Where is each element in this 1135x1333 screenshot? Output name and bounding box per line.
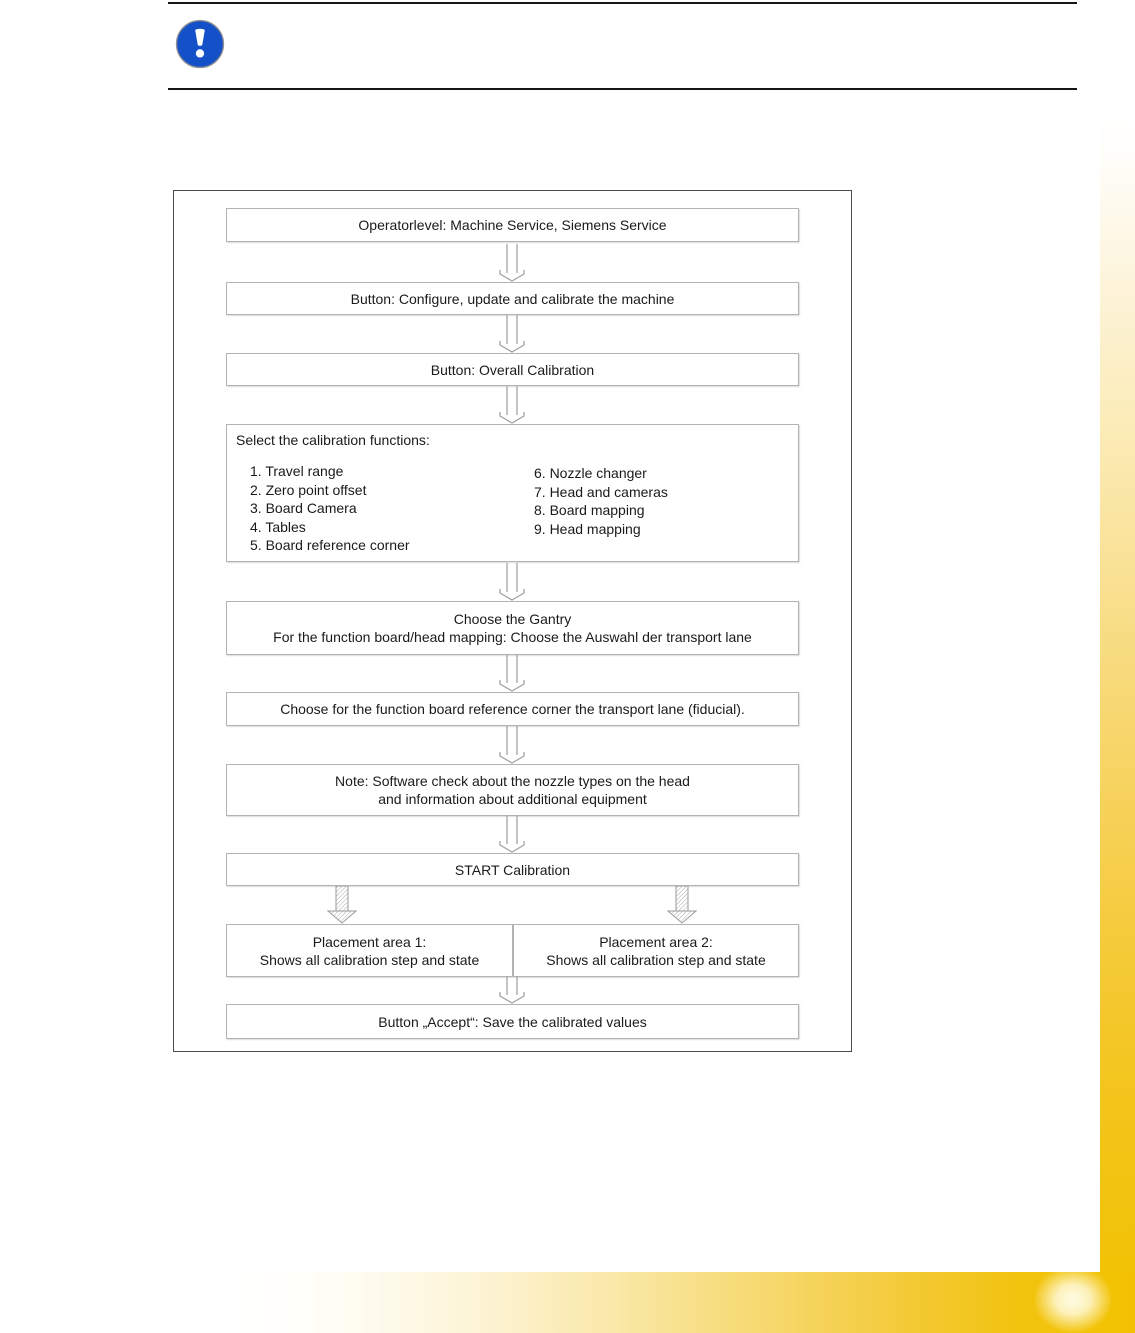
flow-box-operator-level	[226, 208, 799, 242]
calibration-function-item: 7. Head and cameras	[534, 483, 668, 500]
calibration-flowchart	[173, 190, 852, 1052]
flow-box-select-functions	[226, 424, 799, 562]
flow-box-start-calibration	[226, 853, 799, 886]
flow-box-label: Button: Overall Calibration	[430, 361, 595, 378]
flow-box-accept	[226, 1004, 799, 1039]
flow-box-label-line2: Shows all calibration step and state	[259, 951, 480, 968]
top-divider	[168, 2, 1077, 4]
flow-box-label-line1: Placement area 1:	[312, 933, 427, 950]
flow-box-label: Choose for the function board reference corner the transport lane (fiducial).	[280, 701, 745, 717]
hatched-arrow-down-icon	[325, 886, 359, 924]
calibration-function-item: 3. Board Camera	[250, 500, 357, 516]
calibration-function-item: 6. Nozzle changer	[534, 465, 647, 481]
flow-box-label-line1: Placement area 2:	[599, 933, 713, 950]
flow-box-configure	[226, 282, 799, 315]
calibration-functions-right-column	[534, 464, 668, 538]
calibration-function-item: 5. Board reference corner	[250, 537, 410, 553]
flow-box-overall-calibration	[226, 353, 799, 386]
page-edge-gradient	[1100, 118, 1135, 1272]
header-divider	[168, 88, 1077, 90]
flow-arrow-down-icon	[499, 244, 525, 282]
footer-glow-highlight	[1035, 1272, 1111, 1333]
flow-arrow-down-icon	[499, 386, 525, 424]
flow-arrow-down-icon	[499, 815, 525, 853]
flow-arrow-down-icon	[499, 563, 525, 601]
flow-box-label: START Calibration	[454, 861, 571, 878]
flow-box-placement-area-1	[226, 924, 513, 977]
flow-box-reference-corner	[226, 692, 799, 726]
calibration-function-item: 4. Tables	[250, 518, 306, 535]
flow-box-label: Operatorlevel: Machine Service, Siemens Service	[358, 217, 667, 233]
flow-box-label-line2: For the function board/head mapping: Choose the Auswahl der transport lane	[273, 629, 752, 645]
flow-arrow-down-icon	[499, 654, 525, 692]
flow-box-choose-gantry	[226, 601, 799, 655]
flow-arrow-down-icon	[499, 726, 525, 764]
calibration-function-item: 8. Board mapping	[534, 502, 645, 518]
flow-box-label: Button „Accept“: Save the calibrated values	[378, 1013, 647, 1030]
flow-box-label-line2: Shows all calibration step and state	[546, 951, 766, 968]
flow-box-note	[226, 764, 799, 816]
flow-box-label-line1: Choose the Gantry	[453, 611, 572, 627]
mandatory-action-icon	[175, 19, 225, 69]
calibration-functions-left-column	[250, 462, 410, 555]
calibration-function-item: 1. Travel range	[250, 463, 344, 479]
flow-box-label-line1: Note: Software check about the nozzle types on the head	[335, 773, 690, 789]
calibration-function-item: 9. Head mapping	[534, 520, 641, 537]
flow-box-placement-area-2	[513, 924, 799, 977]
calibration-function-item: 2. Zero point offset	[250, 481, 367, 498]
flow-box-label: Button: Configure, update and calibrate the machine	[350, 290, 675, 307]
select-functions-title: Select the calibration functions:	[236, 432, 430, 448]
hatched-arrow-down-icon	[665, 886, 699, 924]
flow-arrow-down-icon	[499, 315, 525, 353]
flow-box-label-line2: and information about additional equipment	[378, 791, 647, 807]
page-footer-gradient	[0, 1272, 1135, 1333]
flow-arrow-down-icon	[499, 976, 525, 1004]
